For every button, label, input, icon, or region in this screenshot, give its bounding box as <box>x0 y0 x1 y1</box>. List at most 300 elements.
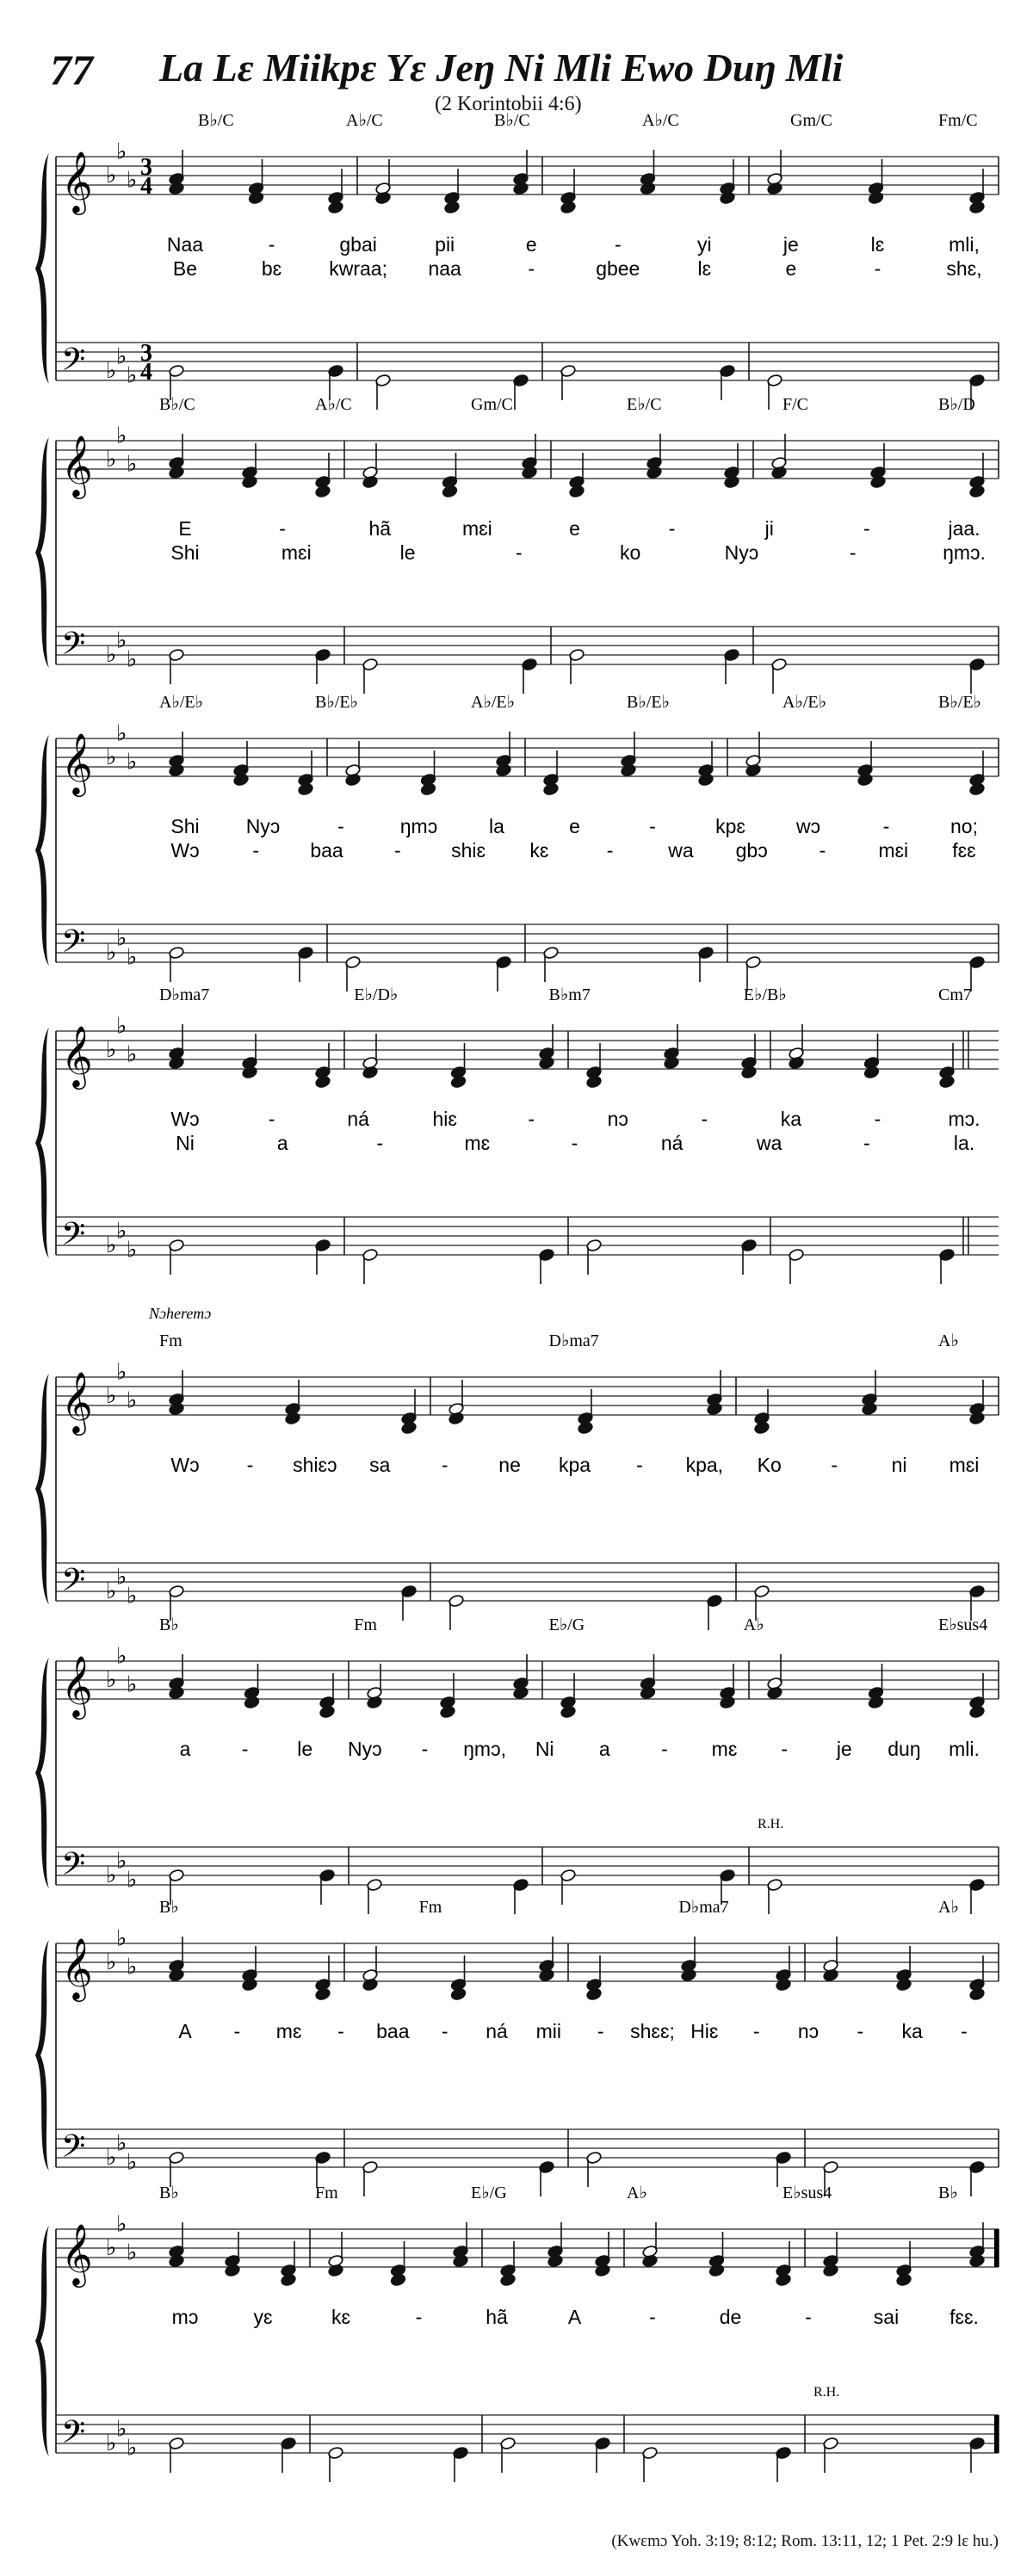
treble-note <box>315 1075 331 1089</box>
lyric-syllable: Be <box>172 257 198 280</box>
lyric-hyphen: - <box>246 1454 254 1476</box>
chord-symbol: E♭/B♭ <box>743 985 787 1004</box>
lyric-hyphen: - <box>874 1108 881 1130</box>
lyric-hyphen: - <box>252 839 260 862</box>
flat-sign: ♭ <box>127 1041 138 1067</box>
lyric-syllable: shiɛ <box>451 839 486 862</box>
lyric-syllable: a <box>179 1738 191 1760</box>
treble-note <box>328 2264 344 2277</box>
flat-sign: ♭ <box>127 1867 138 1893</box>
treble-note <box>328 201 344 214</box>
lyric-hyphen: - <box>882 815 890 837</box>
treble-note <box>586 1075 603 1089</box>
treble-note <box>242 1066 258 1079</box>
treble-note <box>767 1686 783 1700</box>
chord-symbol: E♭sus4 <box>938 1615 988 1634</box>
treble-note <box>640 182 656 195</box>
lyric-syllable: E <box>178 517 192 540</box>
lyric-syllable: kpɛ <box>715 815 745 837</box>
treble-note <box>560 1705 577 1719</box>
flat-sign: ♭ <box>106 1949 117 1974</box>
flat-sign: ♭ <box>106 1863 117 1887</box>
chord-symbol: Cm7 <box>938 985 972 1004</box>
lyric-syllable: e <box>785 257 797 280</box>
flat-sign: ♭ <box>106 163 117 188</box>
lyric-syllable: Wɔ <box>170 1454 200 1476</box>
lyric-hyphen: - <box>441 1454 448 1476</box>
chord-symbol: Gm/C <box>790 111 832 130</box>
chord-symbol: B♭ <box>938 2184 958 2202</box>
flat-sign: ♭ <box>127 1583 138 1609</box>
treble-note <box>640 1686 656 1700</box>
treble-note <box>664 1056 680 1070</box>
lyric-syllable: a <box>276 1132 288 1154</box>
flat-sign: ♭ <box>127 2239 138 2265</box>
lyric-syllable: sai <box>873 2306 900 2328</box>
lyric-syllable: Ko <box>757 1454 782 1476</box>
lyric-hyphen: - <box>649 2306 656 2328</box>
lyric-syllable: gbɔ <box>735 839 768 862</box>
lyric-syllable: yɛ <box>253 2306 273 2328</box>
lyric-syllable: la <box>489 815 504 837</box>
chord-symbol: D♭ma7 <box>678 1898 729 1917</box>
lyric-syllable: sa <box>369 1454 391 1476</box>
flat-sign: ♭ <box>127 944 138 970</box>
lyric-syllable: mɔ. <box>948 1108 980 1130</box>
treble-note <box>870 475 887 489</box>
time-signature: 3 <box>140 340 152 367</box>
lyric-syllable: ka <box>780 1108 802 1130</box>
treble-note <box>776 2273 792 2287</box>
lyric-syllable: naa <box>428 257 461 280</box>
lyric-syllable: Nyɔ <box>724 541 759 564</box>
flat-sign: ♭ <box>127 2149 138 2175</box>
flat-sign: ♭ <box>106 447 117 472</box>
treble-note <box>707 1402 723 1416</box>
lyric-hyphen: - <box>701 1108 708 1130</box>
lyric-syllable: kpa <box>558 1454 591 1476</box>
lyric-syllable: ni <box>891 1454 907 1476</box>
flat-sign: ♭ <box>106 744 117 769</box>
lyric-syllable: ne <box>498 1454 521 1476</box>
lyric-syllable: nɔ <box>607 1108 628 1130</box>
treble-note <box>448 1412 465 1425</box>
chord-symbol: A♭/C <box>315 395 352 414</box>
treble-note <box>868 191 884 205</box>
treble-clef: 𝄞 <box>61 1658 93 1716</box>
treble-note <box>169 1056 185 1070</box>
flat-sign: ♭ <box>106 2431 117 2456</box>
treble-note <box>513 182 529 195</box>
rh-marker: R.H. <box>813 2385 840 2400</box>
treble-note <box>771 466 788 479</box>
bass-clef: 𝄢 <box>61 2415 86 2457</box>
chord-symbol: B♭/C <box>494 111 530 130</box>
lyric-hyphen: - <box>597 2020 604 2042</box>
flat-sign: ♭ <box>127 749 138 775</box>
treble-note <box>450 1987 467 2001</box>
lyric-syllable: lɛ <box>697 257 712 280</box>
flat-sign: ♭ <box>127 1671 138 1697</box>
chord-symbol: A♭/C <box>642 111 679 130</box>
treble-note <box>169 1968 185 1982</box>
treble-note <box>319 1705 336 1719</box>
flat-sign: ♭ <box>116 2416 127 2442</box>
lyric-hyphen: - <box>636 1454 643 1476</box>
chord-symbol: B♭m7 <box>548 985 591 1004</box>
treble-note <box>420 782 436 796</box>
lyric-syllable: wɔ <box>795 815 821 837</box>
brace <box>35 1940 49 2171</box>
bass-clef: 𝄢 <box>61 924 86 967</box>
flat-sign: ♭ <box>127 2435 138 2461</box>
treble-note <box>367 1696 383 1709</box>
treble-note <box>169 763 185 777</box>
chord-symbol: A♭/E♭ <box>159 693 204 712</box>
treble-clef: 𝄞 <box>61 437 93 496</box>
lyric-syllable: baa <box>310 839 343 862</box>
lyric-syllable: kɛ <box>331 2306 351 2328</box>
treble-note <box>281 2273 297 2287</box>
brace <box>35 1028 49 1258</box>
treble-note <box>539 1968 555 1982</box>
chord-symbol: Gm/C <box>471 395 513 414</box>
lyric-hyphen: - <box>393 839 401 862</box>
lyric-hyphen: - <box>863 517 870 540</box>
lyric-syllable: e <box>525 233 537 256</box>
flat-sign: ♭ <box>116 2130 127 2156</box>
treble-clef: 𝄞 <box>61 2226 93 2284</box>
flat-sign: ♭ <box>106 940 117 965</box>
flat-sign: ♭ <box>116 627 127 653</box>
lyric-hyphen: - <box>863 1132 870 1154</box>
bass-clef: 𝄢 <box>61 1217 86 1259</box>
flat-sign: ♭ <box>106 1667 117 1692</box>
lyric-syllable: Nyɔ <box>348 1738 382 1760</box>
lyric-syllable: e <box>569 517 580 540</box>
treble-note <box>169 1686 185 1700</box>
lyric-hyphen: - <box>819 839 826 862</box>
treble-clef: 𝄞 <box>61 735 93 794</box>
rh-marker: R.H. <box>758 1817 784 1832</box>
treble-note <box>169 182 185 195</box>
lyric-hyphen: - <box>337 2020 344 2042</box>
chord-symbol: E♭/C <box>627 395 662 414</box>
treble-note <box>560 201 577 214</box>
bass-clef: 𝄢 <box>61 1847 86 1889</box>
treble-note <box>621 763 637 777</box>
lyric-syllable: la. <box>953 1132 975 1154</box>
treble-note <box>681 1968 697 1982</box>
time-signature: 4 <box>140 359 152 386</box>
treble-note <box>720 191 736 205</box>
lyric-hyphen: - <box>874 257 881 280</box>
lyric-hyphen: - <box>441 2020 448 2042</box>
chord-symbol: B♭ <box>159 1615 179 1634</box>
lyric-syllable: Ni <box>176 1132 195 1154</box>
treble-note <box>362 1066 379 1079</box>
chord-symbol: E♭/G <box>471 2184 507 2202</box>
lyric-syllable: Wɔ <box>170 1108 200 1130</box>
lyric-syllable: de <box>719 2306 742 2328</box>
lyric-hyphen: - <box>528 257 535 280</box>
lyric-syllable: mli, <box>949 233 980 256</box>
treble-note <box>242 1978 258 1992</box>
flat-sign: ♭ <box>116 2211 127 2237</box>
bass-clef: 𝄢 <box>61 2129 86 2171</box>
treble-note <box>586 1987 603 2001</box>
hymn-number: 77 <box>50 46 93 94</box>
flat-sign: ♭ <box>127 362 138 388</box>
lyric-hyphen: - <box>606 839 614 862</box>
lyric-hyphen: - <box>649 815 656 837</box>
treble-note <box>248 191 264 205</box>
chord-symbol: A♭/C <box>346 111 383 130</box>
lyric-syllable: ná <box>347 1108 369 1130</box>
lyric-syllable: A <box>178 2020 192 2042</box>
chord-symbol: D♭ma7 <box>548 1331 599 1350</box>
lyric-syllable: ŋmɔ, <box>463 1738 506 1760</box>
chord-symbol: A♭ <box>938 1331 959 1350</box>
treble-note <box>578 1421 594 1435</box>
treble-note <box>362 475 379 489</box>
treble-note <box>375 191 392 205</box>
lyric-syllable: A <box>567 2306 582 2328</box>
lyric-syllable: Wɔ <box>170 839 200 862</box>
flat-sign: ♭ <box>106 1037 117 1062</box>
lyric-syllable: wa <box>757 1132 782 1154</box>
treble-note <box>724 475 740 489</box>
lyric-syllable: Shi <box>170 815 200 837</box>
chord-symbol: F/C <box>782 395 809 414</box>
brace <box>35 735 49 966</box>
lyric-syllable: bɛ <box>261 257 282 280</box>
lyric-syllable: ná <box>486 2020 508 2042</box>
hymn-title: La Lɛ Miikpɛ Yɛ Jeŋ Ni Mli Ewo Duŋ Mli <box>159 46 844 90</box>
section-label: Nɔheremɔ <box>149 1305 212 1322</box>
lyric-hyphen: - <box>268 1108 275 1130</box>
treble-note <box>646 466 663 479</box>
lyric-syllable: gbai <box>339 233 377 256</box>
lyric-syllable: ko <box>619 541 641 564</box>
flat-sign: ♭ <box>106 642 117 667</box>
treble-clef: 𝄞 <box>61 1940 93 1998</box>
treble-note <box>539 1056 555 1070</box>
lyric-syllable: ná <box>660 1132 684 1154</box>
bass-clef: 𝄢 <box>61 627 86 669</box>
bass-clef: 𝄢 <box>61 343 86 385</box>
lyric-syllable: je <box>782 233 799 256</box>
lyric-syllable: mɛ <box>275 2020 302 2042</box>
final-barline <box>994 2229 999 2267</box>
lyric-syllable: pii <box>435 233 455 256</box>
lyric-syllable: duŋ <box>888 1738 921 1760</box>
lyric-syllable: mɔ <box>171 2306 199 2328</box>
flat-sign: ♭ <box>116 423 127 448</box>
lyric-syllable: a <box>598 1738 610 1760</box>
chord-symbol: D♭ma7 <box>159 985 210 1004</box>
treble-note <box>969 1412 986 1425</box>
treble-note <box>896 2273 912 2287</box>
bass-clef: 𝄢 <box>61 1563 86 1605</box>
lyric-hyphen: - <box>961 2020 968 2042</box>
lyric-syllable: ŋmɔ. <box>943 541 986 564</box>
treble-note <box>169 466 185 479</box>
lyric-syllable: no; <box>950 815 978 837</box>
treble-note <box>595 2264 611 2277</box>
brace <box>35 1374 49 1604</box>
treble-note <box>500 2273 516 2287</box>
lyric-syllable: kɛ <box>529 839 549 862</box>
flat-sign: ♭ <box>116 1218 127 1244</box>
lyric-syllable: Shi <box>170 541 200 564</box>
treble-note <box>522 466 538 479</box>
lyric-syllable: kpa, <box>685 1454 724 1476</box>
lyric-hyphen: - <box>831 1454 838 1476</box>
flat-sign: ♭ <box>116 1359 127 1385</box>
flat-sign: ♭ <box>116 925 127 951</box>
treble-note <box>242 475 258 489</box>
treble-note <box>857 773 874 787</box>
chord-symbol: Fm <box>354 1615 377 1634</box>
lyric-syllable: hã <box>368 517 392 540</box>
lyric-syllable: baa <box>376 2020 410 2042</box>
lyric-syllable: fɛɛ. <box>949 2306 979 2328</box>
treble-note <box>233 773 250 787</box>
treble-note <box>244 1696 260 1709</box>
lyric-hyphen: - <box>279 517 286 540</box>
treble-clef: 𝄞 <box>61 1374 93 1432</box>
chord-symbol: E♭/D♭ <box>354 985 399 1004</box>
lyric-hyphen: - <box>268 233 275 256</box>
flat-sign: ♭ <box>127 646 138 672</box>
lyric-syllable: shɛɛ; <box>630 2020 675 2042</box>
lyric-hyphen: - <box>752 2020 760 2042</box>
treble-note <box>767 182 783 195</box>
lyric-hyphen: - <box>849 541 857 564</box>
treble-note <box>285 1412 301 1425</box>
treble-note <box>442 485 458 498</box>
lyric-syllable: le <box>399 541 416 564</box>
lyric-syllable: mɛi <box>878 839 909 862</box>
lyric-hyphen: - <box>781 1738 788 1760</box>
lyric-syllable: shɛ, <box>946 257 982 280</box>
lyric-hyphen: - <box>857 2020 864 2042</box>
lyric-syllable: mli. <box>949 1738 980 1760</box>
treble-note <box>440 1705 456 1719</box>
lyric-syllable: le <box>297 1738 313 1760</box>
flat-sign: ♭ <box>116 139 127 164</box>
lyric-syllable: je <box>836 1738 852 1760</box>
footer-references: (Kwɛmɔ Yoh. 3:19; 8:12; Rom. 13:11, 12; 1 Pet. 2:9 lɛ hu.) <box>611 2532 999 2550</box>
flat-sign: ♭ <box>106 1383 117 1408</box>
lyric-syllable: ji <box>764 517 774 540</box>
chord-symbol: B♭/C <box>198 111 234 130</box>
lyric-syllable: fɛɛ <box>952 839 976 862</box>
lyric-hyphen: - <box>614 233 622 256</box>
brace <box>35 1658 49 1888</box>
lyric-syllable: wa <box>668 839 694 862</box>
flat-sign: ♭ <box>106 2145 117 2170</box>
flat-sign: ♭ <box>127 451 138 477</box>
treble-note <box>969 1705 986 1719</box>
flat-sign: ♭ <box>116 1848 127 1874</box>
treble-note <box>401 1421 418 1435</box>
treble-note <box>298 782 314 796</box>
treble-note <box>345 773 362 787</box>
lyric-hyphen: - <box>516 541 523 564</box>
lyric-syllable: Naa <box>166 233 204 256</box>
lyric-hyphen: - <box>376 1132 384 1154</box>
lyric-syllable: ka <box>901 2020 923 2042</box>
flat-sign: ♭ <box>116 720 127 746</box>
final-barline <box>994 2415 999 2453</box>
flat-sign: ♭ <box>127 1954 138 1980</box>
treble-note <box>896 1978 912 1992</box>
lyric-hyphen: - <box>528 1108 535 1130</box>
lyric-hyphen: - <box>421 1738 429 1760</box>
lyric-syllable: yi <box>697 233 712 256</box>
treble-note <box>450 1075 467 1089</box>
lyric-syllable: shiɛɔ <box>293 1454 337 1476</box>
flat-sign: ♭ <box>106 358 117 383</box>
lyric-syllable: Nyɔ <box>245 815 281 837</box>
chord-symbol: B♭/E♭ <box>938 693 981 712</box>
lyric-syllable: hiɛ <box>432 1108 457 1130</box>
treble-note <box>698 773 714 787</box>
treble-note <box>169 2254 185 2268</box>
treble-note <box>969 485 986 498</box>
treble-note <box>969 201 986 214</box>
treble-note <box>862 1402 878 1416</box>
lyric-hyphen: - <box>233 2020 241 2042</box>
treble-note <box>390 2273 406 2287</box>
lyric-hyphen: - <box>571 1132 578 1154</box>
time-signature: 3 <box>140 154 152 181</box>
treble-note <box>789 1056 805 1070</box>
flat-sign: ♭ <box>116 1925 127 1951</box>
treble-note <box>642 2254 659 2268</box>
lyric-syllable: mɛi <box>281 541 312 564</box>
chord-symbol: E♭/G <box>548 1615 585 1634</box>
flat-sign: ♭ <box>106 1578 117 1603</box>
flat-sign: ♭ <box>106 1232 117 1257</box>
treble-note <box>823 1968 839 1982</box>
treble-note <box>513 1686 529 1700</box>
treble-note <box>453 2254 469 2268</box>
lyric-syllable: Hiɛ <box>690 2020 719 2042</box>
brace <box>35 2226 49 2456</box>
lyric-syllable: mɛi <box>461 517 492 540</box>
brace <box>35 437 49 668</box>
treble-note <box>169 1402 185 1416</box>
chord-symbol: B♭/C <box>159 395 195 414</box>
treble-note <box>315 485 331 498</box>
flat-sign: ♭ <box>116 1013 127 1039</box>
treble-note <box>776 1978 792 1992</box>
lyric-syllable: lɛ <box>870 233 885 256</box>
treble-note <box>969 782 986 796</box>
flat-sign: ♭ <box>116 1643 127 1669</box>
chord-symbol: Fm <box>159 1331 182 1350</box>
chord-symbol: A♭/E♭ <box>471 693 516 712</box>
chord-symbol: B♭ <box>159 2184 179 2202</box>
treble-note <box>362 1978 379 1992</box>
flat-sign: ♭ <box>127 167 138 193</box>
treble-note <box>569 485 585 498</box>
lyric-syllable: jaa. <box>948 517 980 540</box>
treble-note <box>444 201 461 214</box>
